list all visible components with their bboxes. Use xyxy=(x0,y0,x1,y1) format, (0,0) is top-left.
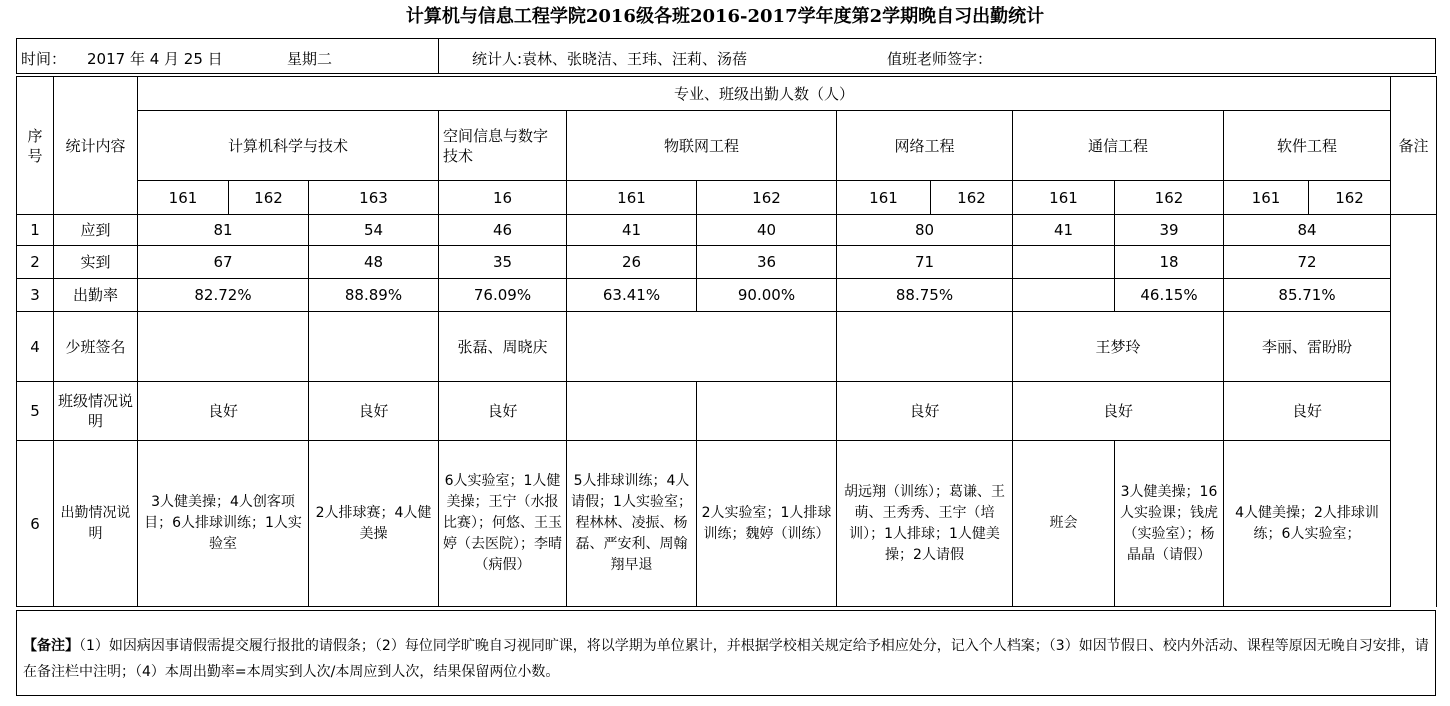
table-row xyxy=(17,279,1437,312)
sign-cell xyxy=(567,312,837,382)
class-header: 161 xyxy=(138,181,229,215)
class-header: 162 xyxy=(229,181,309,215)
status-cell xyxy=(567,382,697,441)
value-cell: 80 xyxy=(837,215,1013,246)
class-header: 162 xyxy=(1115,181,1224,215)
major-network: 网络工程 xyxy=(837,111,1013,181)
value-cell: 46 xyxy=(439,215,567,246)
value-cell: 41 xyxy=(1013,215,1115,246)
detail-cell: 胡远翔（训练）；葛谦、王萌、王秀秀、王宇（培训）；1人排球；1人健美操；2人请假 xyxy=(837,441,1013,607)
class-header: 162 xyxy=(697,181,837,215)
row-label: 出勤率 xyxy=(54,279,138,312)
value-cell: 85.71% xyxy=(1224,279,1391,312)
row-label: 班级情况说明 xyxy=(54,382,138,441)
value-cell: 88.89% xyxy=(309,279,439,312)
value-cell: 84 xyxy=(1224,215,1391,246)
row-number: 3 xyxy=(17,279,54,312)
row-number: 1 xyxy=(17,215,54,246)
value-cell: 63.41% xyxy=(567,279,697,312)
major-software: 软件工程 xyxy=(1224,111,1391,181)
major-spatial: 空间信息与数字技术 xyxy=(439,111,567,181)
value-cell: 81 xyxy=(138,215,309,246)
table-row xyxy=(17,441,1437,607)
table-row xyxy=(17,382,1437,441)
value-cell: 71 xyxy=(837,246,1013,279)
value-cell: 46.15% xyxy=(1115,279,1224,312)
class-header: 163 xyxy=(309,181,439,215)
value-cell: 76.09% xyxy=(439,279,567,312)
note-label: 【备注】 xyxy=(23,638,79,654)
value-cell: 40 xyxy=(697,215,837,246)
class-header: 16 xyxy=(439,181,567,215)
row-number: 2 xyxy=(17,246,54,279)
value-cell xyxy=(1013,246,1115,279)
class-header: 162 xyxy=(931,181,1013,215)
value-cell: 72 xyxy=(1224,246,1391,279)
value-cell: 90.00% xyxy=(697,279,837,312)
attendance-table xyxy=(16,76,1437,607)
value-cell: 35 xyxy=(439,246,567,279)
value-cell: 18 xyxy=(1115,246,1224,279)
status-cell: 良好 xyxy=(439,382,567,441)
class-header: 161 xyxy=(1224,181,1309,215)
row-label: 少班签名 xyxy=(54,312,138,382)
class-header: 161 xyxy=(567,181,697,215)
row-number: 6 xyxy=(17,441,54,607)
sign-cell: 李丽、雷盼盼 xyxy=(1224,312,1391,382)
detail-cell: 3人健美操；4人创客项目；6人排球训练；1人实验室 xyxy=(138,441,309,607)
value-cell: 48 xyxy=(309,246,439,279)
value-cell: 36 xyxy=(697,246,837,279)
major-cs: 计算机科学与技术 xyxy=(138,111,439,181)
date-text: 2017 年 4 月 25 日 xyxy=(87,50,223,68)
remark-cell xyxy=(1391,215,1437,607)
status-cell: 良好 xyxy=(138,382,309,441)
detail-cell: 4人健美操；2人排球训练；6人实验室； xyxy=(1224,441,1391,607)
major-comm: 通信工程 xyxy=(1013,111,1224,181)
info-bar xyxy=(16,38,1436,74)
detail-cell: 2人排球赛；4人健美操 xyxy=(309,441,439,607)
weekday-text: 星期二 xyxy=(287,50,333,68)
value-cell: 39 xyxy=(1115,215,1224,246)
detail-cell: 2人实验室；1人排球训练；魏婷（训练） xyxy=(697,441,837,607)
status-cell: 良好 xyxy=(837,382,1013,441)
note-box xyxy=(16,610,1436,696)
status-cell: 良好 xyxy=(1224,382,1391,441)
table-row xyxy=(17,246,1437,279)
detail-cell: 班会 xyxy=(1013,441,1115,607)
value-cell: 26 xyxy=(567,246,697,279)
row-label: 实到 xyxy=(54,246,138,279)
status-cell xyxy=(697,382,837,441)
sign-cell: 张磊、周晓庆 xyxy=(439,312,567,382)
page-title: 计算机与信息工程学院2016级各班2016-2017学年度第2学期晚自习出勤统计 xyxy=(405,6,1045,27)
value-cell: 88.75% xyxy=(837,279,1013,312)
header-remark: 备注 xyxy=(1391,77,1437,215)
note-text: （1）如因病因事请假需提交履行报批的请假条；（2）每位同学旷晚自习视同旷课，将以学期为单位累计，并根据学校相关规定给予相应处分，记入个人档案；（3）如因节假日、校内外活动、课程等原因无晚自习安排，请在备注栏中注明；（4）本周出勤率=本周实到人次/本周应到人次，结果保留两位小数。 xyxy=(23,638,1429,680)
counters-text: 统计人:袁林、张晓洁、王玮、汪莉、汤蓓 xyxy=(472,50,748,68)
value-cell xyxy=(1013,279,1115,312)
value-cell: 82.72% xyxy=(138,279,309,312)
status-cell: 良好 xyxy=(1013,382,1224,441)
sign-cell xyxy=(138,312,309,382)
table-row xyxy=(17,215,1437,246)
row-number: 4 xyxy=(17,312,54,382)
value-cell: 67 xyxy=(138,246,309,279)
row-number: 5 xyxy=(17,382,54,441)
sign-cell xyxy=(837,312,1013,382)
sign-cell: 王梦玲 xyxy=(1013,312,1224,382)
teacher-sign-label: 值班老师签字： xyxy=(887,50,993,68)
table-row xyxy=(17,312,1437,382)
sign-cell xyxy=(309,312,439,382)
header-seq: 序号 xyxy=(17,77,54,215)
value-cell: 41 xyxy=(567,215,697,246)
info-divider xyxy=(438,39,439,73)
class-header: 161 xyxy=(1013,181,1115,215)
header-group-title: 专业、班级出勤人数（人） xyxy=(138,77,1391,111)
row-label: 出勤情况说明 xyxy=(54,441,138,607)
class-header: 161 xyxy=(837,181,931,215)
status-cell: 良好 xyxy=(309,382,439,441)
detail-cell: 5人排球训练；4人请假；1人实验室；程林林、凌振、杨磊、严安利、周翰翔早退 xyxy=(567,441,697,607)
header-content: 统计内容 xyxy=(54,77,138,215)
row-label: 应到 xyxy=(54,215,138,246)
detail-cell: 3人健美操；16人实验课；钱虎（实验室）；杨晶晶（请假） xyxy=(1115,441,1224,607)
major-iot: 物联网工程 xyxy=(567,111,837,181)
time-label: 时间： xyxy=(21,50,67,68)
class-header: 162 xyxy=(1309,181,1391,215)
detail-cell: 6人实验室；1人健美操；王宁（水报比赛）；何悠、王玉婷（去医院）；李晴（病假） xyxy=(439,441,567,607)
value-cell: 54 xyxy=(309,215,439,246)
